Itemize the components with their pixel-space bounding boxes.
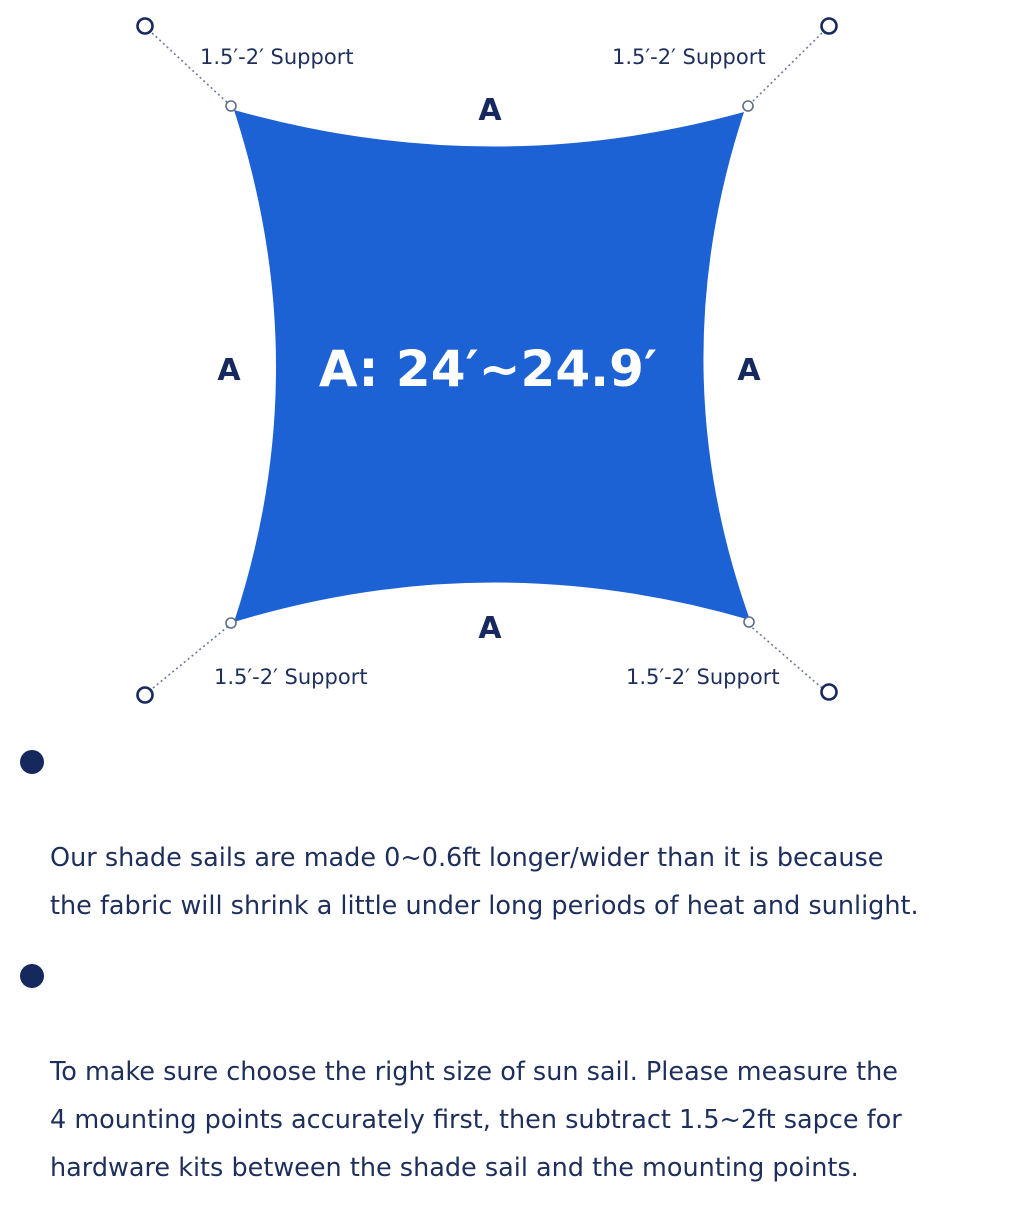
bullet-dot-icon: [20, 964, 44, 988]
note-item: [18, 952, 1008, 1192]
notes-list: [18, 738, 1008, 1214]
support-label-bottom-right: 1.5′-2′ Support: [626, 665, 780, 689]
note-item: [18, 738, 1008, 930]
support-label-top-left: 1.5′-2′ Support: [200, 45, 354, 69]
mounting-ring-bottom-right: [822, 685, 837, 700]
support-label-top-right: 1.5′-2′ Support: [612, 45, 766, 69]
mounting-ring-top-right: [822, 19, 837, 34]
note-text: To make sure choose the right size of sun sail. Please measure the 4 mounting points accurately first, then subtract 1.5~2ft sapce for hardware kits between the shade sail and the mounting points.: [50, 1057, 902, 1183]
mounting-ring-bottom-left: [138, 688, 153, 703]
dimension-label: A: 24′~24.9′: [318, 340, 658, 398]
mounting-ring-top-left: [138, 19, 153, 34]
bullet-dot-icon: [20, 750, 44, 774]
corner-ring-top-left: [226, 101, 236, 111]
corner-ring-top-right: [743, 101, 753, 111]
cable-top-left: [152, 33, 231, 106]
note-text: Our shade sails are made 0~0.6ft longer/wider than it is because the fabric will shrink a little under long periods of heat and sunlight.: [50, 843, 919, 921]
support-label-bottom-left: 1.5′-2′ Support: [214, 665, 368, 689]
corner-ring-bottom-left: [226, 618, 236, 628]
side-label-right: A: [737, 353, 761, 388]
corner-ring-bottom-right: [744, 617, 754, 627]
side-label-top: A: [478, 93, 502, 128]
side-label-bottom: A: [478, 611, 502, 646]
cable-top-right: [748, 33, 822, 106]
side-label-left: A: [217, 353, 241, 388]
